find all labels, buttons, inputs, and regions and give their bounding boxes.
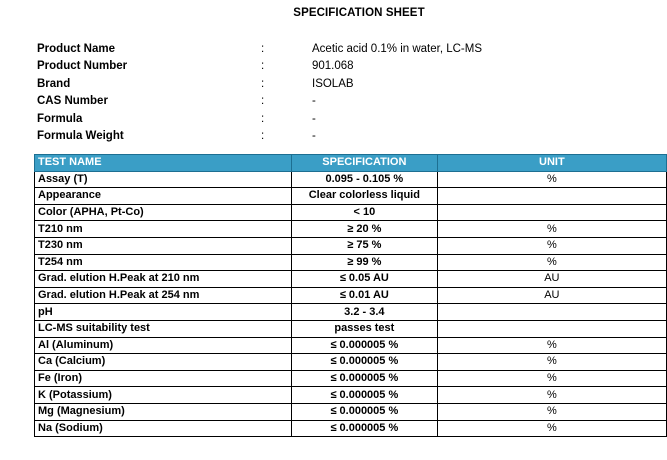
info-colon: :	[261, 43, 265, 55]
test-name-cell: T210 nm	[35, 221, 292, 238]
unit-cell: %	[437, 337, 666, 354]
specification-table	[34, 154, 667, 437]
test-name-cell: T230 nm	[35, 237, 292, 254]
test-name-cell: K (Potassium)	[35, 387, 292, 404]
table-row	[35, 287, 667, 304]
info-value: -	[312, 95, 316, 108]
unit-cell: %	[437, 254, 666, 271]
test-name-cell: Al (Aluminum)	[35, 337, 292, 354]
test-name-cell: Mg (Magnesium)	[35, 403, 292, 420]
specification-cell: ≤ 0.000005 %	[291, 370, 437, 387]
specification-cell: ≤ 0.05 AU	[291, 271, 437, 288]
specification-cell: passes test	[291, 320, 437, 337]
table-row	[35, 171, 667, 188]
info-colon: :	[261, 95, 265, 108]
table-row	[35, 320, 667, 337]
unit-cell: %	[437, 221, 666, 238]
column-header-specification: SPECIFICATION	[291, 155, 437, 172]
table-header-row	[35, 155, 667, 172]
specification-cell: ≤ 0.000005 %	[291, 403, 437, 420]
table-row	[35, 204, 667, 221]
table-row	[35, 304, 667, 321]
specification-cell: ≤ 0.000005 %	[291, 354, 437, 371]
test-name-cell: Assay (T)	[35, 171, 292, 188]
info-label: Product Number	[37, 60, 128, 73]
unit-cell: %	[437, 237, 666, 254]
unit-cell: %	[437, 370, 666, 387]
table-row	[35, 403, 667, 420]
table-row	[35, 387, 667, 404]
specification-cell: 3.2 - 3.4	[291, 304, 437, 321]
unit-cell: AU	[437, 271, 666, 288]
specification-cell: ≤ 0.01 AU	[291, 287, 437, 304]
specification-cell: ≥ 99 %	[291, 254, 437, 271]
column-header-unit: UNIT	[437, 155, 666, 172]
test-name-cell: Na (Sodium)	[35, 420, 292, 437]
info-value: Acetic acid 0.1% in water, LC-MS	[312, 43, 483, 55]
unit-cell: %	[437, 171, 666, 188]
table-row	[35, 337, 667, 354]
unit-cell	[437, 204, 666, 221]
test-name-cell: Appearance	[35, 188, 292, 205]
specification-cell: 0.095 - 0.105 %	[291, 171, 437, 188]
column-header-test-name: TEST NAME	[35, 155, 292, 172]
table-row	[35, 188, 667, 205]
info-colon: :	[261, 112, 265, 125]
table-row	[35, 354, 667, 371]
unit-cell: %	[437, 354, 666, 371]
table-row	[35, 254, 667, 271]
unit-cell	[437, 320, 666, 337]
specification-cell: ≥ 20 %	[291, 221, 437, 238]
info-value: ISOLAB	[312, 77, 354, 90]
test-name-cell: LC-MS suitability test	[35, 320, 292, 337]
info-value: -	[312, 129, 316, 142]
info-label: Formula Weight	[37, 129, 124, 142]
unit-cell	[437, 304, 666, 321]
info-colon: :	[261, 129, 265, 142]
test-name-cell: pH	[35, 304, 292, 321]
test-name-cell: Grad. elution H.Peak at 254 nm	[35, 287, 292, 304]
test-name-cell: Grad. elution H.Peak at 210 nm	[35, 271, 292, 288]
specification-cell: Clear colorless liquid	[291, 188, 437, 205]
specification-cell: < 10	[291, 204, 437, 221]
info-value: -	[312, 112, 316, 125]
test-name-cell: T254 nm	[35, 254, 292, 271]
table-row	[35, 221, 667, 238]
page-title: SPECIFICATION SHEET	[293, 7, 425, 19]
specification-cell: ≥ 75 %	[291, 237, 437, 254]
table-row	[35, 237, 667, 254]
specification-cell: ≤ 0.000005 %	[291, 387, 437, 404]
specification-cell: ≤ 0.000005 %	[291, 337, 437, 354]
test-name-cell: Color (APHA, Pt-Co)	[35, 204, 292, 221]
test-name-cell: Fe (Iron)	[35, 370, 292, 387]
info-colon: :	[261, 60, 265, 73]
info-label: Product Name	[37, 43, 115, 55]
unit-cell	[437, 188, 666, 205]
unit-cell: %	[437, 387, 666, 404]
info-label: Brand	[37, 77, 71, 90]
info-label: Formula	[37, 112, 83, 125]
info-label: CAS Number	[37, 95, 108, 108]
specification-cell: ≤ 0.000005 %	[291, 420, 437, 437]
unit-cell: %	[437, 403, 666, 420]
unit-cell: %	[437, 420, 666, 437]
table-row	[35, 271, 667, 288]
info-value: 901.068	[312, 60, 354, 73]
info-colon: :	[261, 77, 265, 90]
table-row	[35, 420, 667, 437]
test-name-cell: Ca (Calcium)	[35, 354, 292, 371]
table-row	[35, 370, 667, 387]
unit-cell: AU	[437, 287, 666, 304]
